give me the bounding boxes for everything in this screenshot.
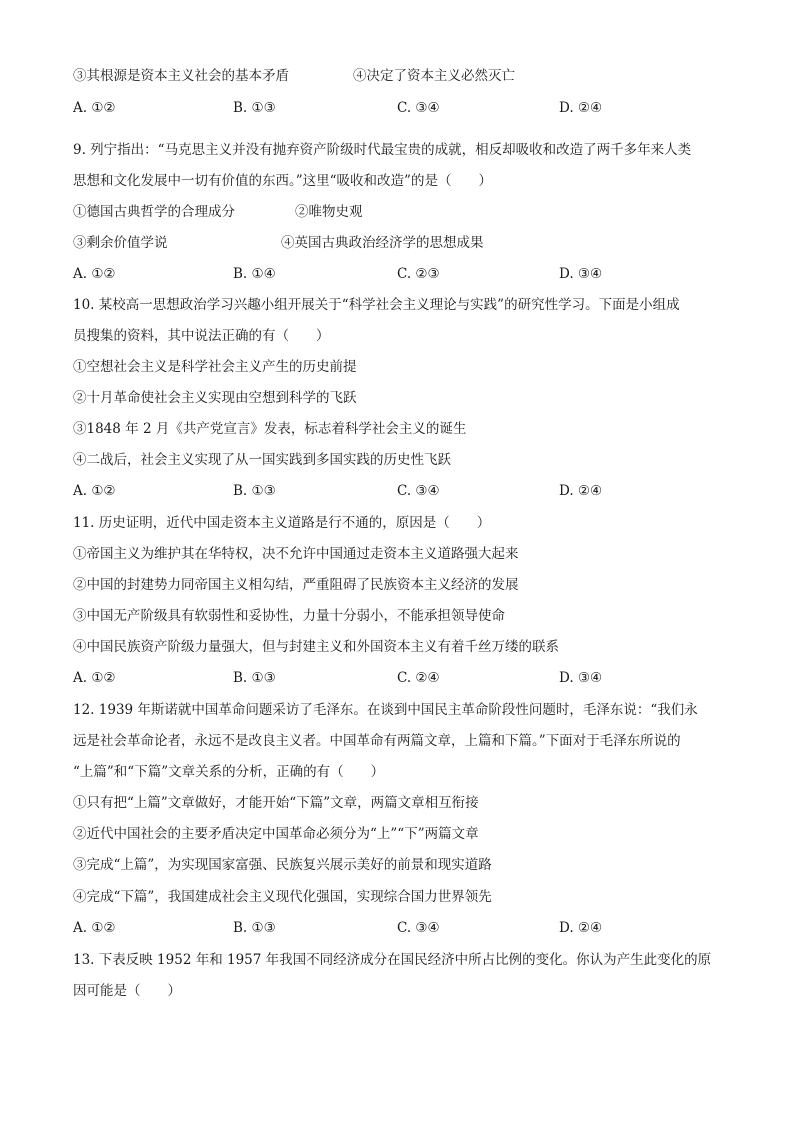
- q8-option-a[interactable]: A. ①②: [73, 100, 116, 116]
- q9-option-d[interactable]: D. ③④: [559, 266, 603, 282]
- q9-stem-line-1: 9. 列宁指出：“马克思主义并没有抛弃资产阶级时代最宝贵的成就，相反却吸收和改造了两千多年来人类: [73, 142, 692, 158]
- q9-option-b[interactable]: B. ①④: [233, 266, 276, 282]
- q10-stem-line-1: 10. 某校高一思想政治学习兴趣小组开展关于“科学社会主义理论与实践”的研究性学习。下面是小组成: [73, 297, 680, 313]
- q10-option-d[interactable]: D. ②④: [559, 483, 603, 499]
- q13-stem-line-1: 13. 下表反映 1952 年和 1957 年我国不同经济成分在国民经济中所占比例的变化。你认为产生此变化的原: [73, 952, 712, 968]
- q11-option-c[interactable]: C. ②④: [397, 670, 440, 686]
- q12-stem-line-3: “上篇”和“下篇”文章关系的分析，正确的有（ ）: [73, 764, 385, 780]
- q12-item-2: ②近代中国社会的主要矛盾决定中国革命必须分为“上”“下”两篇文章: [73, 826, 479, 842]
- q9-item-2: ②唯物史观: [295, 204, 363, 220]
- q8-option-c[interactable]: C. ③④: [397, 100, 440, 116]
- q12-item-4: ④完成“下篇”，我国建成社会主义现代化强国，实现综合国力世界领先: [73, 889, 492, 905]
- q9-item-4: ④英国古典政治经济学的思想成果: [281, 235, 484, 251]
- q8-item-4: ④决定了资本主义必然灭亡: [353, 68, 515, 84]
- q12-option-b[interactable]: B. ①③: [233, 920, 276, 936]
- q12-option-a[interactable]: A. ①②: [73, 920, 116, 936]
- q12-options: [73, 918, 753, 938]
- q11-item-1: ①帝国主义为维护其在华特权，决不允许中国通过走资本主义道路强大起来: [73, 546, 519, 562]
- q8-items-row: [73, 66, 753, 86]
- q13-stem-line-2: 因可能是（ ）: [73, 983, 181, 999]
- q9-items-row-2: [73, 233, 753, 253]
- q12-stem-line-1: 12. 1939 年斯诺就中国革命问题采访了毛泽东。在谈到中国民主革命阶段性问题时，毛泽东说：“我们永: [73, 702, 698, 718]
- q11-stem: 11. 历史证明，近代中国走资本主义道路是行不通的，原因是（ ）: [73, 515, 491, 531]
- q9-item-1: ①德国古典哲学的合理成分: [73, 204, 235, 220]
- q10-options: [73, 481, 753, 501]
- q12-item-3: ③完成“上篇”，为实现国家富强、民族复兴展示美好的前景和现实道路: [73, 857, 492, 873]
- q10-option-c[interactable]: C. ③④: [397, 483, 440, 499]
- q11-item-4: ④中国民族资产阶级力量强大，但与封建主义和外国资本主义有着千丝万缕的联系: [73, 639, 559, 655]
- q9-options: [73, 264, 753, 284]
- q12-item-1: ①只有把“上篇”文章做好，才能开始“下篇”文章，两篇文章相互衔接: [73, 795, 479, 811]
- q12-stem-line-2: 远是社会革命论者，永远不是改良主义者。中国革命有两篇文章，上篇和下篇。”下面对于毛泽东所说的: [73, 733, 681, 749]
- q9-item-3: ③剩余价值学说: [73, 235, 168, 251]
- q11-option-d[interactable]: D. ③④: [559, 670, 603, 686]
- q11-item-3: ③中国无产阶级具有软弱性和妥协性，力量十分弱小，不能承担领导使命: [73, 608, 505, 624]
- q10-item-1: ①空想社会主义是科学社会主义产生的历史前提: [73, 359, 357, 375]
- q10-option-b[interactable]: B. ①③: [233, 483, 276, 499]
- q11-options: [73, 668, 753, 688]
- q8-option-d[interactable]: D. ②④: [559, 100, 603, 116]
- q11-item-2: ②中国的封建势力同帝国主义相勾结，严重阻碍了民族资本主义经济的发展: [73, 577, 519, 593]
- q10-option-a[interactable]: A. ①②: [73, 483, 116, 499]
- q11-option-a[interactable]: A. ①②: [73, 670, 116, 686]
- q9-stem-line-2: 思想和文化发展中一切有价值的东西。”这里“吸收和改造”的是（ ）: [73, 173, 492, 189]
- q10-item-2: ②十月革命使社会主义实现由空想到科学的飞跃: [73, 390, 357, 406]
- q11-option-b[interactable]: B. ①③: [233, 670, 276, 686]
- q8-options: [73, 98, 753, 118]
- q9-option-a[interactable]: A. ①②: [73, 266, 116, 282]
- q12-option-d[interactable]: D. ②④: [559, 920, 603, 936]
- q8-option-b[interactable]: B. ①③: [233, 100, 276, 116]
- q10-item-3: ③1848 年 2 月《共产党宣言》发表，标志着科学社会主义的诞生: [73, 421, 467, 437]
- q9-items-row-1: [73, 202, 753, 222]
- q10-item-4: ④二战后，社会主义实现了从一国实践到多国实践的历史性飞跃: [73, 452, 451, 468]
- q10-stem-line-2: 员搜集的资料，其中说法正确的有（ ）: [73, 328, 330, 344]
- q8-item-3: ③其根源是资本主义社会的基本矛盾: [73, 68, 289, 84]
- q12-option-c[interactable]: C. ③④: [397, 920, 440, 936]
- q9-option-c[interactable]: C. ②③: [397, 266, 440, 282]
